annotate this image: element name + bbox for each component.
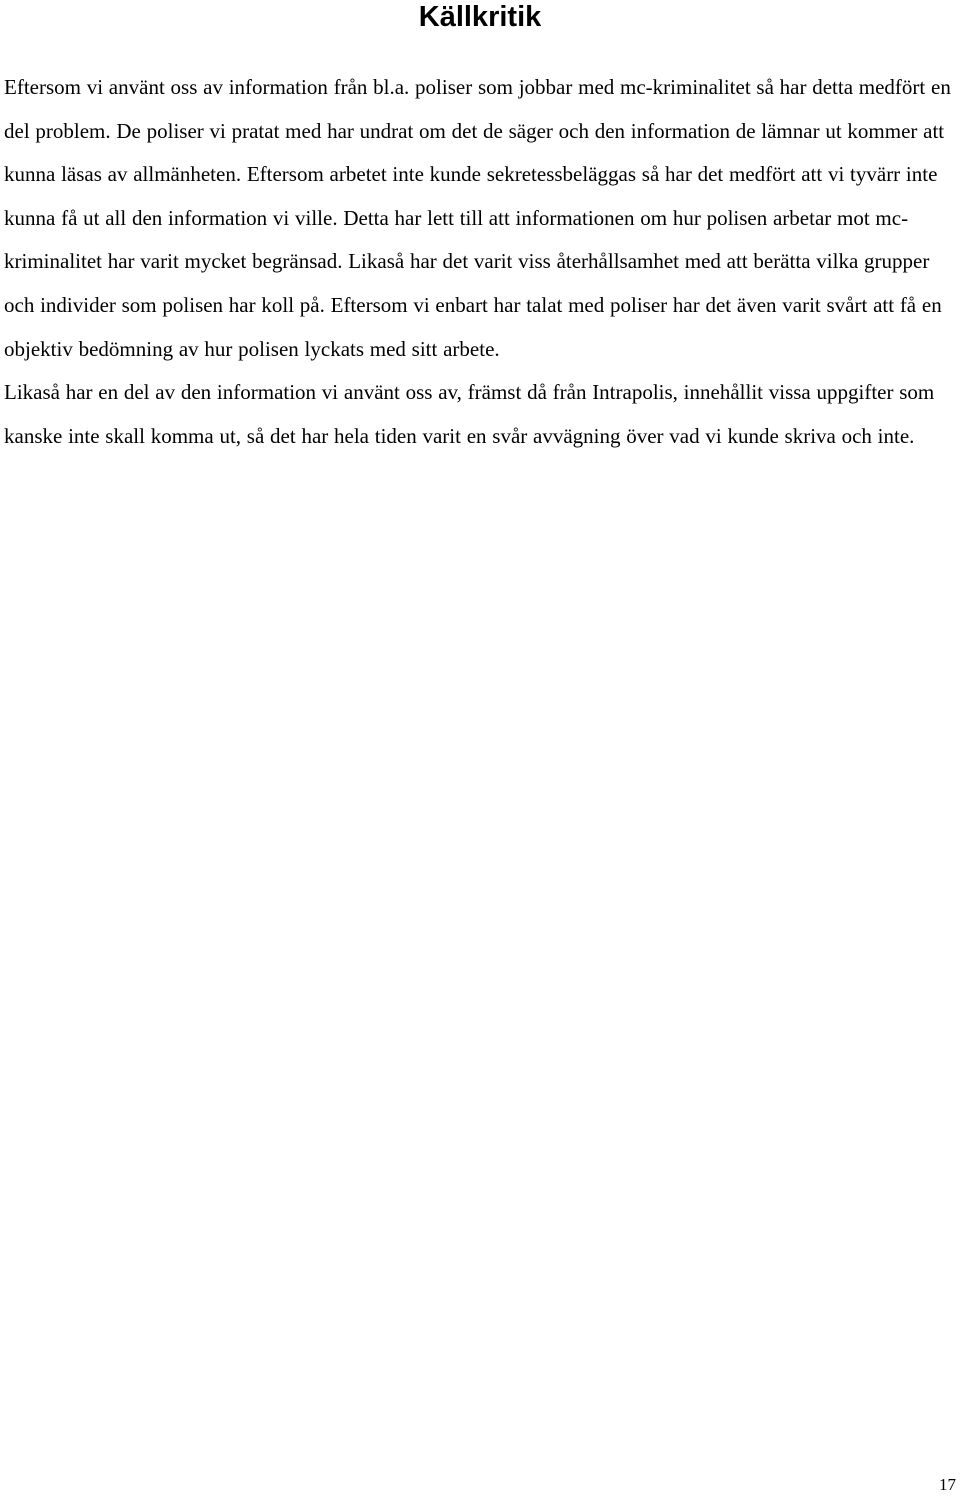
- paragraph-1: Eftersom vi använt oss av information från bl.a. poliser som jobbar med mc-kriminalitet så har detta medfört en del problem. De poliser vi pratat med har undrat om det de säger och den information de lämnar ut kommer att kunna läsas av allmänheten. Eftersom arbetet inte kunde sekretessbeläggas så har det medfört att vi tyvärr inte kunna få ut all den information vi ville. Detta har lett till att informationen om hur polisen arbetar mot mc-kriminalitet har varit mycket begränsad. Likaså har det varit viss återhållsamhet med att berätta vilka grupper och individer som polisen har koll på. Eftersom vi enbart har talat med poliser har det även varit svårt att få en objektiv bedömning av hur polisen lyckats med sitt arbete.: [4, 75, 951, 361]
- page-number: 17: [939, 1475, 956, 1494]
- page-title: Källkritik: [418, 1, 542, 33]
- body-text: [4, 66, 954, 458]
- paragraph-2: Likaså har en del av den information vi använt oss av, främst då från Intrapolis, innehållit vissa uppgifter som kanske inte skall komma ut, så det har hela tiden varit en svår avvägning över vad vi kunde skriva och inte.: [4, 380, 935, 448]
